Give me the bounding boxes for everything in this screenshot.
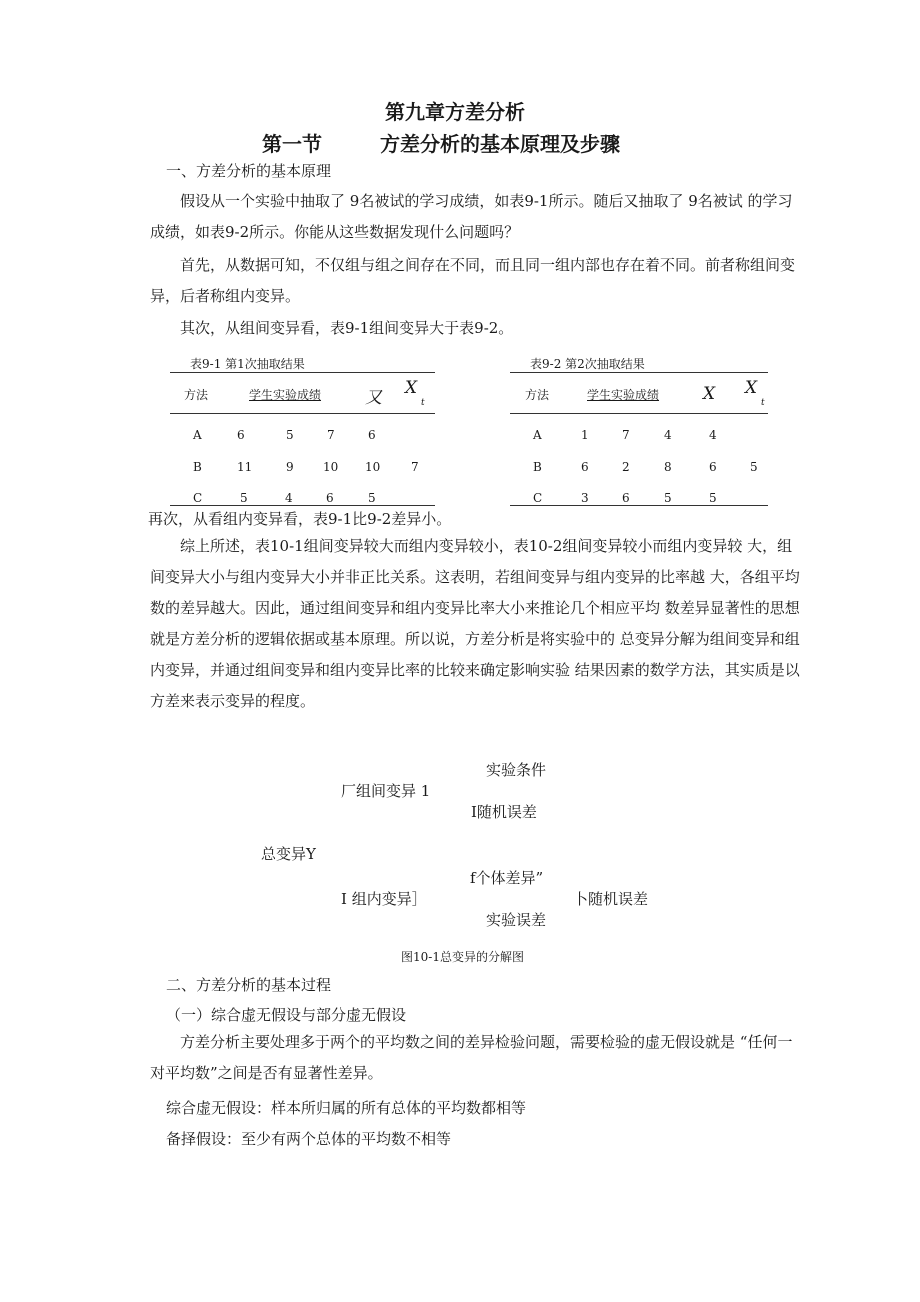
section-title: 方差分析的基本原理及步骤: [380, 132, 620, 156]
col-header-total: X: [745, 378, 758, 398]
row-method: B: [533, 460, 542, 474]
table-cell: 6: [237, 428, 245, 442]
table-cell: 4: [709, 428, 717, 442]
table-header-rule: [170, 413, 435, 414]
table-cell: 8: [664, 460, 672, 474]
table-cell: 10: [323, 460, 339, 474]
table-top-rule: [170, 372, 435, 373]
table-top-rule: [510, 372, 768, 373]
table-cell: 5: [709, 491, 717, 505]
heading-null-hypothesis: （一）综合虚无假设与部分虚无假设: [166, 1006, 407, 1024]
col-header-total-sub: t: [421, 398, 425, 408]
col-header-total: X: [405, 378, 418, 398]
table-cell: 1: [581, 428, 589, 442]
diagram-random-error-1: I随机误差: [471, 803, 537, 821]
table-cell: 7: [327, 428, 335, 442]
paragraph-second: 其次，从组间变异看，表9-1组间变异大于表9-2。: [180, 319, 514, 337]
table-cell: 7: [622, 428, 630, 442]
col-header-total-sub: t: [761, 398, 765, 408]
col-header-method: 方法: [525, 388, 550, 402]
diagram-total-variance: 总变异Y: [261, 845, 316, 863]
table-cell: 11: [237, 460, 253, 474]
row-method: C: [533, 491, 543, 505]
diagram-caption: 图10-1总变异的分解图: [401, 950, 524, 964]
table-caption: 表9-2 第2次抽取结果: [530, 357, 645, 371]
paragraph-alternative: 备择假设：至少有两个总体的平均数不相等: [166, 1130, 452, 1148]
table-bottom-rule: [510, 505, 768, 506]
row-method: A: [533, 428, 542, 442]
table-cell: 6: [622, 491, 630, 505]
heading-principle: 一、方差分析的基本原理: [166, 162, 332, 180]
chapter-title: 第九章方差分析: [385, 100, 525, 124]
table-cell: 3: [581, 491, 589, 505]
table-header-rule: [510, 413, 768, 414]
table-cell: 5: [664, 491, 672, 505]
row-method: A: [193, 428, 202, 442]
paragraph-first: 首先，从数据可知，不仅组与组之间存在不同，而且同一组内部也存在着不同。前者称组间变异，后者称组内变异。: [150, 256, 796, 305]
paragraph-summary: 综上所述，表10-1组间变异较大而组内变异较小，表10-2组间变异较小而组内变异较 大，组间变异大小与组内变异大小并非正比关系。这表明，若组间变异与组内变异的比率越 大，各组平均数的差异越大。因此，通过组间变异和组内变异比率大小来推论几个相应平均 数差异显著性的思想就是方差分析的逻辑依据或基本原理。所以说，方差分析是将实验中的 总变异分解为组间变异和组内变异，并通过组间变异和组内变异比率的比较来确定影响实验 结果因素的数学方法，其实质是以方差来表示变异的程度。: [150, 537, 800, 710]
table-cell: 6: [368, 428, 376, 442]
table-cell: 7: [411, 460, 419, 474]
row-method: B: [193, 460, 202, 474]
paragraph-hypothesis: 方差分析主要处理多于两个的平均数之间的差异检验问题，需要检验的虚无假设就是 “任何一对平均数”之间是否有显著性差异。: [150, 1033, 793, 1082]
col-header-scores: 学生实验成绩: [587, 388, 660, 402]
table-cell: 5: [368, 491, 376, 505]
diagram-individual-difference: f个体差异”: [470, 869, 544, 887]
table-cell: 6: [326, 491, 334, 505]
table-cell: 6: [709, 460, 717, 474]
col-header-mean: 又: [365, 388, 382, 408]
paragraph-omnibus-null: 综合虚无假设：样本所归属的所有总体的平均数都相等: [166, 1099, 527, 1117]
table-cell: 10: [365, 460, 381, 474]
diagram-between-group: 厂组间变异 1: [341, 782, 431, 800]
row-method: C: [193, 491, 203, 505]
table-bottom-rule: [170, 505, 435, 506]
section-label: 第一节: [262, 132, 322, 156]
col-header-mean: X: [703, 384, 716, 404]
table-cell: 4: [664, 428, 672, 442]
col-header-method: 方法: [184, 388, 209, 402]
table-cell: 5: [286, 428, 294, 442]
table-cell: 9: [286, 460, 294, 474]
table-cell: 4: [285, 491, 293, 505]
diagram-within-group: I 组内变异］: [341, 890, 427, 908]
paragraph-third: 再次，从看组内变异看，表9-1比9-2差异小。: [148, 510, 452, 528]
diagram-experimental-condition: 实验条件: [486, 761, 547, 779]
table-caption: 表9-1 第1次抽取结果: [190, 357, 305, 371]
table-cell: 6: [581, 460, 589, 474]
heading-process: 二、方差分析的基本过程: [166, 976, 332, 994]
paragraph-intro: 假设从一个实验中抽取了 9名被试的学习成绩，如表9-1所示。随后又抽取了 9名被试 的学习成绩，如表9-2所示。你能从这些数据发现什么问题吗？: [150, 192, 793, 241]
diagram-random-error-2: 卜随机误差: [573, 890, 649, 908]
col-header-scores: 学生实验成绩: [249, 388, 322, 402]
diagram-experimental-error: 实验误差: [486, 911, 547, 929]
table-cell: 5: [240, 491, 248, 505]
table-cell: 2: [622, 460, 630, 474]
table-cell: 5: [750, 460, 758, 474]
